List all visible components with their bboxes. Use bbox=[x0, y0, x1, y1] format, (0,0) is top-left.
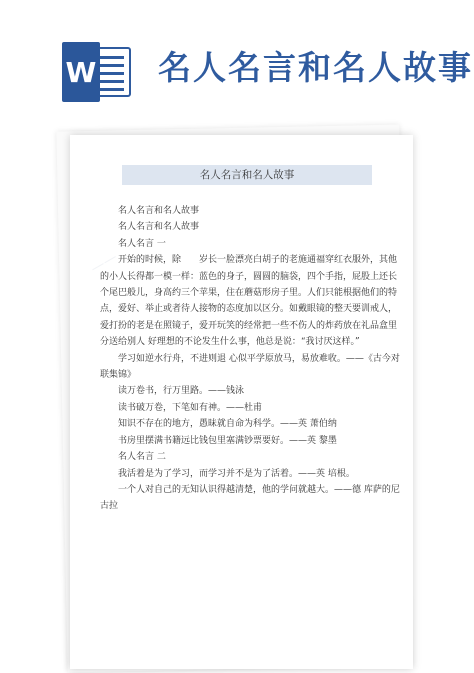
document-title: 名人名言和名人故事 bbox=[122, 165, 372, 185]
document-line: 名人名言和名人故事 bbox=[118, 206, 200, 216]
document-line: 开始的时候，除 岁长一脸漂亮白胡子的老施通福穿红衣服外，其他的小人长得都一模一样：蓝色的身子，圆圆的脑袋，四个手指，屁股上还长个尾巴般儿，身高约三个苹果，住在蘑菇形房子里。人们只能根据他们的特点，爱好、举止或者待人接物的态度加以区分。如戴眼镜的整天要训戒人，爱打扮的老是在照镜子，爱开玩笑的经常把一些不伤人的炸药放在礼品盒里分送给别人 好理想的不论发生什么事，他总是说：“我讨厌这样。” bbox=[100, 255, 398, 348]
banner bbox=[0, 0, 474, 110]
document-line: 一个人对自己的无知认识得越清楚，他的学问就越大。——德 库萨的尼古拉 bbox=[100, 484, 400, 512]
document-line: 读万卷书，行万里路。——钱泳 bbox=[118, 386, 245, 397]
document-line: 我活着是为了学习，而学习并不是为了活着。——英 培根。 bbox=[118, 468, 355, 479]
svg-text:W: W bbox=[65, 56, 97, 89]
document-body bbox=[100, 203, 400, 515]
word-icon bbox=[60, 42, 132, 102]
banner-title: 名人名言和名人故事 bbox=[158, 48, 473, 87]
document-line: 名人名言 一 bbox=[118, 238, 166, 249]
document-line: 名人名言 二 bbox=[118, 452, 166, 463]
document-line: 名人名言和名人故事 bbox=[118, 222, 200, 233]
document-page: —— 名人名言和名人故事 名人名言和名人故事 名人名言和名人故事 名人名言 一 开始的时候，除 岁长一脸漂亮白胡子的老施通福穿红衣服外，其他的小人长得都一模一样：蓝色的身子，圆圆的脑袋，四个手指，屁股上还长个尾巴般儿，身高约三个苹果，住在蘑菇形房子里。人们只能根据他们的特点，爱好、举止或者待人接物的态度加以区分。如戴眼镜的整天要训戒人，爱打扮的老是在照镜子，爱开玩笑的经常把一些不伤人的炸药放在礼品盒里分送给别人 好理想的不论发生什么事，他总是说：“我讨厌这样。” 学习如逆水行舟，不进则退 心似平学原放马，易放难收。——《古今对联集锦》 读万卷书，行万里路。——钱泳 读书破万卷，下笔如有神。——杜甫 知识不存在的地方，愚昧就自命为科学。——英 萧伯纳 书房里摆满书籍远比钱包里塞满钞票要好。——英 黎墨 名人名言 二 我活着是为了学习，而学习并不是为了活着。——英 培根。 一个人对自己的无知认识得越清楚，他的学问就越大。——德 库萨的尼古拉 bbox=[70, 135, 413, 669]
document-line: 学习如逆水行舟，不进则退 心似平学原放马，易放难收。——《古今对联集锦》 bbox=[100, 353, 400, 381]
document-line: 书房里摆满书籍远比钱包里塞满钞票要好。——英 黎墨 bbox=[118, 435, 337, 446]
document-line: 知识不存在的地方，愚昧就自命为科学。——英 萧伯纳 bbox=[118, 419, 337, 430]
document-line: 读书破万卷，下笔如有神。——杜甫 bbox=[118, 402, 263, 413]
